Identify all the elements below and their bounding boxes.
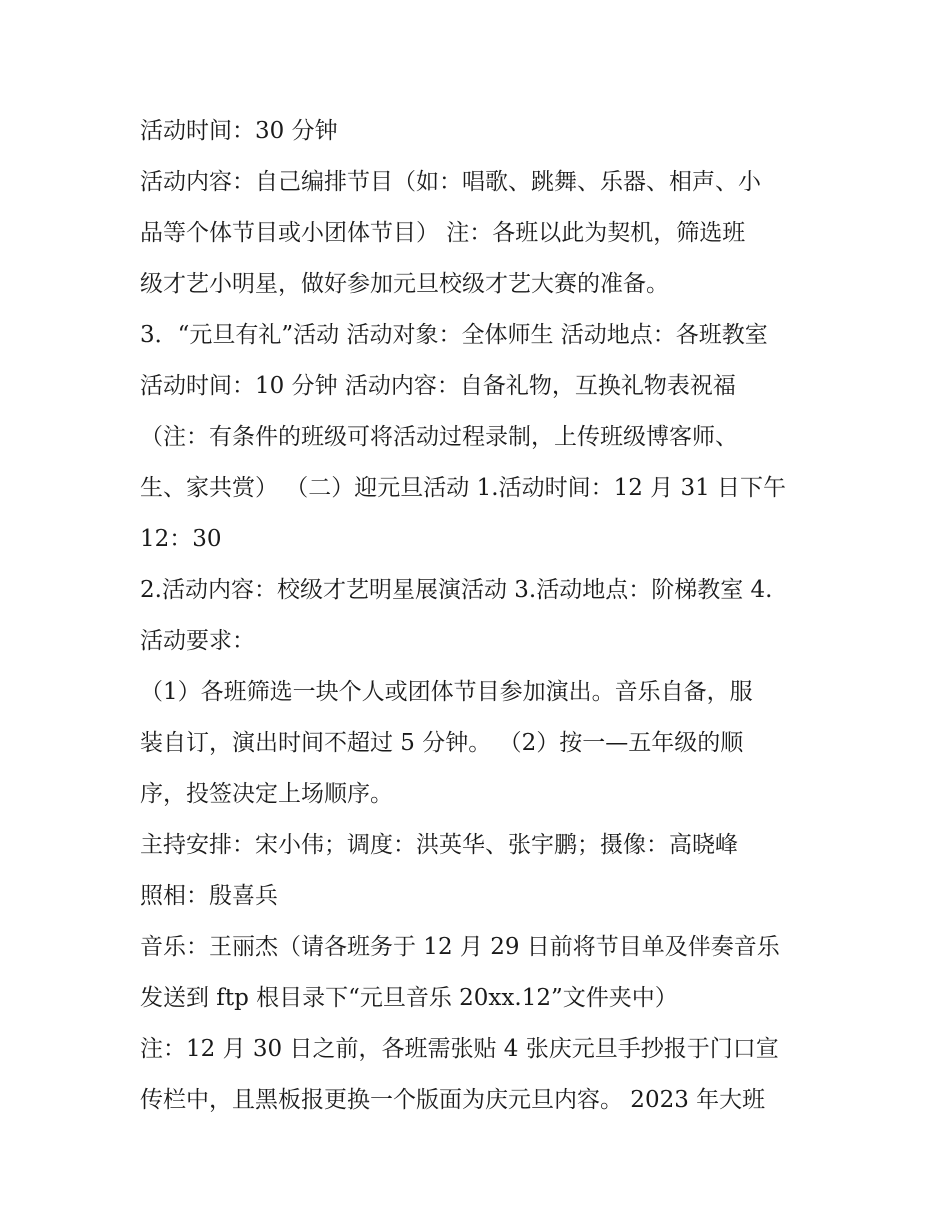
text-line: 照相：殷喜兵 (140, 883, 278, 909)
text-line: 注：12 月 30 日之前，各班需张贴 4 张庆元旦手抄报于门口宣 (140, 1036, 779, 1062)
text-line: （注：有条件的班级可将活动过程录制，上传班级博客师、 (140, 424, 738, 450)
text-line: 装自订，演出时间不超过 5 分钟。 （2）按一—五年级的顺 (140, 730, 744, 756)
text-line: 生、家共赏） （二）迎元旦活动 1.活动时间：12 月 31 日下午 (140, 475, 787, 501)
text-line: 活动要求： (140, 628, 255, 654)
text-line: 3．“元旦有礼”活动 活动对象：全体师生 活动地点：各班教室 (140, 322, 768, 348)
document-body (140, 106, 820, 1126)
text-line: 活动时间：10 分钟 活动内容：自备礼物，互换礼物表祝福 (140, 373, 736, 399)
text-line: 2.活动内容：校级才艺明星展演活动 3.活动地点：阶梯教室 4. (140, 577, 773, 603)
text-line: 主持安排：宋小伟；调度：洪英华、张宇鹏；摄像：高晓峰 (140, 832, 738, 858)
text-line: 活动内容：自己编排节目（如：唱歌、跳舞、乐器、相声、小 (140, 169, 761, 195)
text-line: 传栏中，且黑板报更换一个版面为庆元旦内容。 2023 年大班 (140, 1087, 766, 1113)
text-line: （1）各班筛选一块个人或团体节目参加演出。音乐自备，服 (140, 679, 753, 705)
text-line: 活动时间：30 分钟 (140, 118, 338, 144)
text-line: 级才艺小明星，做好参加元旦校级才艺大赛的准备。 (140, 271, 669, 297)
text-line: 品等个体节目或小团体节目） 注：各班以此为契机，筛选班 (140, 220, 746, 246)
text-line: 序，投签决定上场顺序。 (140, 781, 393, 807)
text-line: 12：30 (140, 526, 222, 552)
text-line: 音乐：王丽杰（请各班务于 12 月 29 日前将节目单及伴奏音乐 (140, 934, 780, 960)
text-line: 发送到 ftp 根目录下“元旦音乐 20xx.12”文件夹中） (140, 985, 678, 1011)
